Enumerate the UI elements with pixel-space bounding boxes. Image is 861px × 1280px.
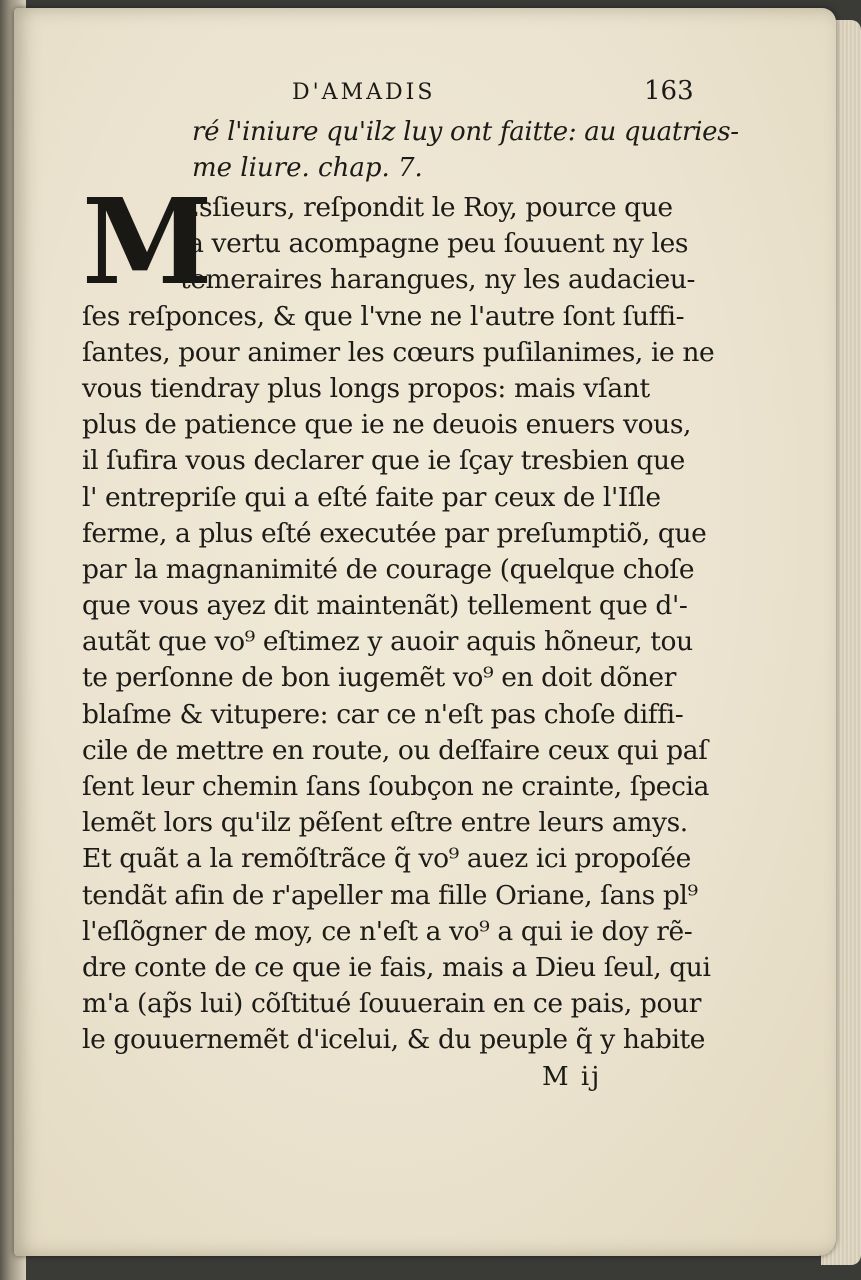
text-line: par la magnanimité de courage (quelque choſe bbox=[82, 553, 695, 585]
text-line: autãt que vo⁹ eſtimez y auoir aquis hõneur, tou bbox=[82, 626, 693, 658]
text-line: la vertu acompagne peu ſouuent ny les bbox=[180, 228, 689, 260]
paragraph bbox=[82, 172, 722, 1059]
page bbox=[14, 8, 836, 1256]
text-line: vous tiendray plus longs propos: mais vſant bbox=[82, 372, 650, 404]
chapter-reference-line: me liure. chap. 7. bbox=[192, 153, 423, 183]
text-line: te perſonne de bon iugemẽt vo⁹ en doit dõner bbox=[82, 662, 676, 694]
text-line: plus de patience que ie ne deuois enuers vous, bbox=[82, 409, 692, 441]
text-line: temeraires harangues, ny les audacieu- bbox=[180, 264, 696, 296]
text-line: ſantes, pour animer les cœurs puſilanimes, ie ne bbox=[82, 336, 715, 368]
running-title: D'AMADIS bbox=[292, 80, 436, 105]
text-line: blaſme & vitupere: car ce n'eſt pas choſe diffi- bbox=[82, 698, 684, 730]
text-line: que vous ayez dit maintenãt) tellement que d'- bbox=[82, 590, 688, 622]
text-line: m'a (ap̃s lui) cõſtitué ſouuerain en ce pais, pour bbox=[82, 988, 701, 1020]
page-number: 163 bbox=[644, 76, 694, 106]
text-line: il ſufira vous declarer que ie ſçay tresbien que bbox=[82, 445, 685, 477]
text-line: lemẽt lors qu'ilz pẽſent eſtre entre leurs amys. bbox=[82, 807, 688, 839]
text-line: ſes reſponces, & que l'vne ne l'autre ſont ſuffi- bbox=[82, 300, 685, 332]
text-line: Et quãt a la remõſtrãce q̃ vo⁹ auez ici propoſée bbox=[82, 843, 691, 875]
page-text bbox=[82, 76, 739, 1095]
text-line: dre conte de ce que ie fais, mais a Dieu ſeul, qui bbox=[82, 951, 711, 983]
text-line: Esſieurs, reſpondit le Roy, pource que bbox=[180, 192, 673, 223]
text-line: tendãt afin de r'apeller ma fille Oriane, ſans pl⁹ bbox=[82, 879, 698, 911]
text-line: le gouuernemẽt d'icelui, & du peuple q̃ y habite bbox=[82, 1024, 706, 1056]
running-head bbox=[82, 76, 722, 114]
text-line: cile de mettre en route, ou deſfaire ceux qui paſ bbox=[82, 734, 708, 766]
text-line: l'eſlõgner de moy, ce n'eſt a vo⁹ a qui ie doy rẽ- bbox=[82, 915, 693, 947]
drop-cap: M bbox=[82, 172, 213, 311]
text-line: ferme, a plus eſté executée par preſumptiõ, que bbox=[82, 517, 707, 549]
text-line: ſent leur chemin ſans ſoubçon ne crainte, ſpecia bbox=[82, 771, 709, 802]
signature-mark: M ij bbox=[542, 1061, 602, 1092]
chapter-reference-line: ré l'iniure qu'ilz luy ont faitte: au quatries- bbox=[192, 117, 739, 147]
text-line: l' entrepriſe qui a eſté faite par ceux de l'Iſle bbox=[82, 481, 661, 513]
